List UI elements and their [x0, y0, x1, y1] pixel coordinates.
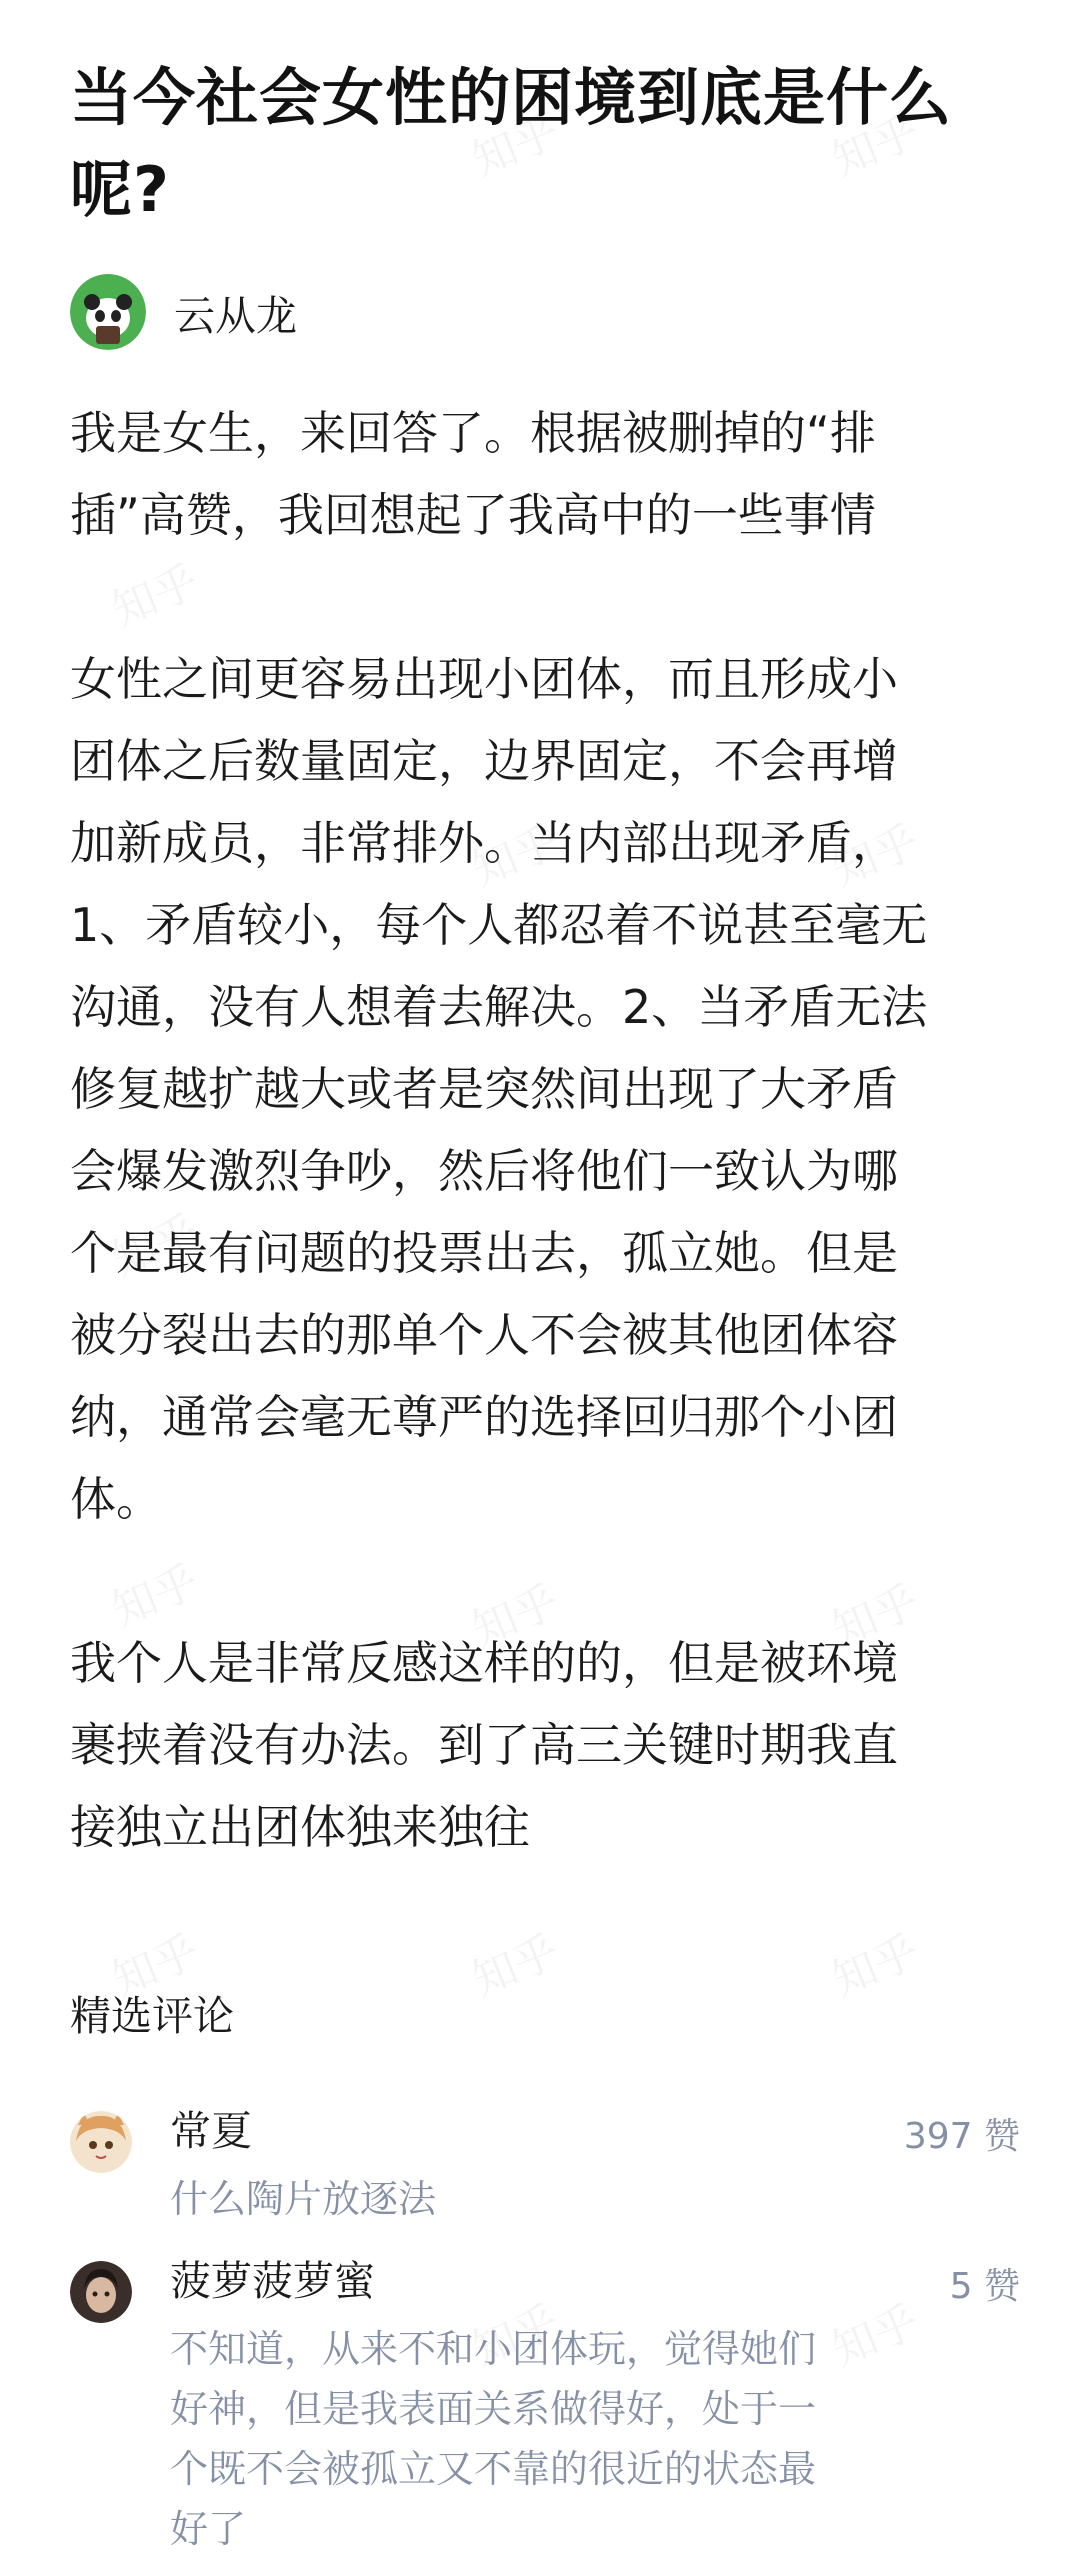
watermark-text	[821, 1916, 927, 2008]
photo-avatar-icon[interactable]	[70, 2261, 132, 2323]
comment-text: 不知道，从来不和小团体玩，觉得她们 好神，但是我表面关系做得好，处于一 个既不会被孤立又不靠的很近的状态最 好了	[170, 2327, 817, 2551]
question-title[interactable]: 当今社会女性的困境到底是什么呢?	[70, 61, 953, 226]
author-name[interactable]: 云从龙	[174, 291, 297, 340]
author-row[interactable]	[70, 272, 297, 352]
comment-like-count[interactable]: 5 赞	[949, 2266, 1020, 2307]
comment-like-count[interactable]: 397 赞	[903, 2116, 1020, 2157]
anime-girl-avatar-icon[interactable]	[70, 2111, 132, 2173]
comment-text: 什么陶片放逐法	[170, 2177, 437, 2221]
watermark-text	[461, 1916, 567, 2008]
comment-item[interactable]	[70, 2103, 1020, 2243]
panda-avatar-icon[interactable]	[70, 274, 146, 350]
featured-comments-title: 精选评论	[70, 1992, 234, 2040]
answer-paragraph: 我个人是非常反感这样的的，但是被环境 裹挟着没有办法。到了高三关键时期我直 接独立出团体独来独往	[70, 1636, 898, 1854]
answer-paragraph: 我是女生，来回答了。根据被删掉的“排 插”高赞，我回想起了我高中的一些事情	[70, 406, 876, 542]
comment-item[interactable]	[70, 2253, 1020, 2563]
answer-content	[70, 392, 1030, 1868]
answer-paragraph: 女性之间更容易出现小团体，而且形成小 团体之后数量固定，边界固定，不会再增 加新成员，非常排外。当内部出现矛盾， 1、矛盾较小，每个人都忍着不说甚至毫无 沟通，没有人想着去解决。2、当矛盾无法 修复越扩越大或者是突然间出现了大矛盾 会爆发激烈争吵，然后将他们一致认为哪 个是最有问题的投票出去，孤立她。但是 被分裂出去的那单个人不会被其他团体容 纳，通常会毫无尊严的选择回归那个小团 体。	[70, 652, 928, 1526]
comment-author-name[interactable]: 菠萝菠萝蜜	[170, 2257, 375, 2305]
comment-author-name[interactable]: 常夏	[170, 2107, 252, 2155]
